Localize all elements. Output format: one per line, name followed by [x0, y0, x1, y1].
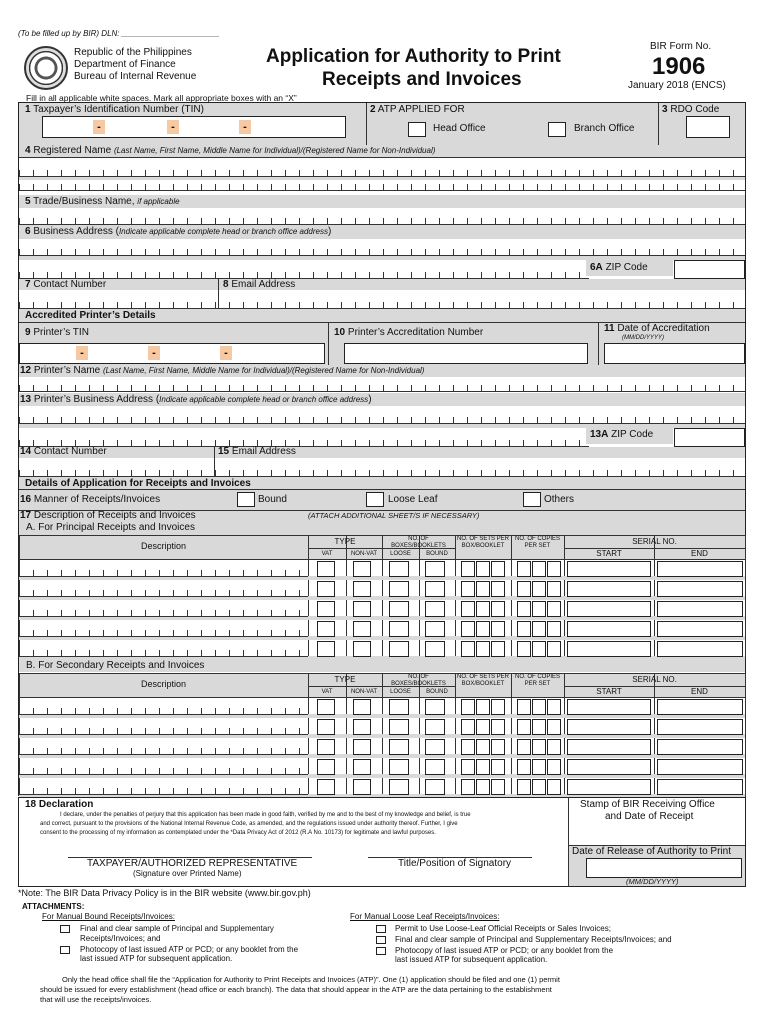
tin-dash-2: - [167, 120, 179, 134]
printer-email-input[interactable] [215, 458, 745, 476]
f18-label: 18 Declaration [25, 799, 94, 810]
f4-label: 4 Registered Name (Last Name, First Name, Middle Name for Individual)/(Registered Name for Non-Individual) [25, 145, 436, 156]
table-cell-input[interactable] [491, 621, 505, 637]
serial-end-input[interactable] [657, 601, 743, 617]
secondary-col-boxes: NO. OF BOXES/BOOKLETS [391, 674, 446, 687]
table-cell-input[interactable] [476, 561, 490, 577]
f9-label: 9 Printer’s TIN [25, 327, 89, 338]
principal-receipts-table [19, 535, 745, 659]
table-cell-input[interactable] [317, 759, 335, 775]
table-cell-input[interactable] [532, 601, 546, 617]
table-cell-input[interactable] [461, 621, 475, 637]
table-cell-input[interactable] [425, 759, 445, 775]
table-row[interactable] [19, 560, 308, 576]
table-cell-input[interactable] [517, 561, 531, 577]
printer-address-input[interactable] [19, 406, 589, 446]
f3-label: 3 RDO Code [662, 104, 720, 115]
registered-name-input[interactable] [19, 157, 745, 191]
business-address-input[interactable] [19, 239, 589, 278]
table-cell-input[interactable] [389, 581, 409, 597]
table-cell-input[interactable] [389, 719, 409, 735]
f8-label: 8 Email Address [223, 279, 296, 290]
table-row[interactable] [19, 600, 308, 616]
printer-name-input[interactable] [19, 377, 745, 391]
others-label: Others [544, 494, 575, 505]
privacy-note: *Note: The BIR Data Privacy Policy is in the BIR website (www.bir.gov.ph) [18, 888, 311, 898]
table-cell-input[interactable] [389, 739, 409, 755]
accreditation-date-input[interactable] [604, 343, 745, 364]
table-cell-input[interactable] [476, 779, 490, 795]
release-date-hint: (MM/DD/YYYY) [626, 877, 679, 886]
table-cell-input[interactable] [532, 561, 546, 577]
table-cell-input[interactable] [353, 561, 371, 577]
table-cell-input[interactable] [547, 621, 561, 637]
table-cell-input[interactable] [389, 601, 409, 617]
stamp-label-1: Stamp of BIR Receiving Office [580, 799, 715, 810]
details-section-header: Details of Application for Receipts and Invoices [25, 478, 251, 489]
f14-label: 14 Contact Number [20, 446, 107, 457]
table-cell-input[interactable] [532, 759, 546, 775]
bound-attachment-2-checkbox[interactable] [60, 946, 70, 954]
serial-end-input[interactable] [657, 759, 743, 775]
loose-attachments-title: For Manual Loose Leaf Receipts/Invoices: [350, 912, 500, 921]
table-cell-input[interactable] [389, 561, 409, 577]
agency-line1: Republic of the Philippines [74, 47, 192, 58]
bir-seal-icon [24, 46, 68, 90]
principal-col-description: Description [140, 541, 187, 551]
table-cell-input[interactable] [517, 759, 531, 775]
table-row[interactable] [19, 620, 308, 636]
f2-label: 2 ATP APPLIED FOR [370, 104, 465, 115]
loose-attachment-2: Final and clear sample of Principal and Supplementary Receipts/Invoices; and [395, 935, 672, 944]
table-cell-input[interactable] [389, 641, 409, 657]
declaration-text-1: I declare, under the penalties of perjury that this application has been made in good faith, verified by me and to the best of my knowledge and belief, is true [60, 812, 471, 818]
table-cell-input[interactable] [317, 719, 335, 735]
table-cell-input[interactable] [547, 561, 561, 577]
table-cell-input[interactable] [461, 601, 475, 617]
printer-zip-input[interactable] [674, 428, 745, 447]
table-cell-input[interactable] [353, 601, 371, 617]
bound-attachment-1b: Receipts/Invoices; and [80, 934, 161, 943]
table-cell-input[interactable] [547, 779, 561, 795]
table-cell-input[interactable] [547, 581, 561, 597]
table-cell-input[interactable] [491, 641, 505, 657]
f11-hint: (MM/DD/YYYY) [622, 335, 664, 341]
table-cell-input[interactable] [532, 719, 546, 735]
f1-label: 1 Taxpayer’s Identification Number (TIN) [25, 104, 204, 115]
f10-label: 10 Printer’s Accreditation Number [334, 327, 484, 338]
footer-line-3: that will use the receipts/invoices. [40, 995, 152, 1004]
table-cell-input[interactable] [476, 699, 490, 715]
secondary-col-loose: LOOSE [390, 689, 411, 695]
table-row[interactable] [19, 738, 308, 754]
table-cell-input[interactable] [547, 641, 561, 657]
table-cell-input[interactable] [532, 699, 546, 715]
secondary-receipts-table [19, 673, 745, 797]
table-cell-input[interactable] [476, 641, 490, 657]
principal-col-bound: BOUND [426, 551, 448, 557]
table-cell-input[interactable] [517, 601, 531, 617]
table-cell-input[interactable] [425, 719, 445, 735]
f13-label: 13 Printer’s Business Address (Indicate applicable complete head or branch office address) [20, 394, 372, 405]
declaration-text-2: and correct, pursuant to the provisions of the National Internal Revenue Code, as amended, and the regulations issued under authority thereof. Further, I give [40, 821, 458, 827]
table-cell-input[interactable] [461, 641, 475, 657]
principal-col-nonvat: NON-VAT [350, 551, 378, 557]
table-cell-input[interactable] [491, 779, 505, 795]
table-cell-input[interactable] [425, 699, 445, 715]
table-cell-input[interactable] [461, 719, 475, 735]
table-cell-input[interactable] [517, 739, 531, 755]
f6a-label: 6A ZIP Code [590, 262, 648, 273]
page-title-line1: Application for Authority to Print [266, 46, 561, 67]
branch-office-checkbox[interactable] [548, 122, 566, 137]
table-cell-input[interactable] [491, 759, 505, 775]
table-cell-input[interactable] [547, 719, 561, 735]
bound-attachment-2b: last issued ATP for subsequent application. [80, 954, 233, 963]
table-cell-input[interactable] [476, 759, 490, 775]
dln-line: (To be filled up by BIR) DLN: ______________________ [18, 29, 220, 38]
table-cell-input[interactable] [461, 581, 475, 597]
table-cell-input[interactable] [517, 719, 531, 735]
table-cell-input[interactable] [461, 739, 475, 755]
secondary-col-end: END [691, 687, 708, 696]
serial-end-input[interactable] [657, 561, 743, 577]
serial-start-input[interactable] [567, 621, 651, 637]
table-cell-input[interactable] [491, 699, 505, 715]
table-row[interactable] [19, 640, 308, 656]
footer-line-1: Only the head office shall file the “Application for Authority to Print Receipts and Invoices (ATP)”. One (1) application should be filed and one (1) permit [62, 975, 560, 984]
table-cell-input[interactable] [532, 641, 546, 657]
stamp-area [569, 824, 745, 844]
table-cell-input[interactable] [461, 561, 475, 577]
table-cell-input[interactable] [532, 581, 546, 597]
table-cell-input[interactable] [547, 759, 561, 775]
release-date-input[interactable] [586, 858, 742, 878]
table-cell-input[interactable] [425, 601, 445, 617]
secondary-col-sets: NO. OF SETS PER BOX/BOOKLET [456, 674, 509, 687]
table-cell-input[interactable] [389, 759, 409, 775]
table-cell-input[interactable] [547, 739, 561, 755]
principal-col-start: START [596, 549, 622, 558]
table-cell-input[interactable] [317, 779, 335, 795]
table-cell-input[interactable] [476, 621, 490, 637]
table-cell-input[interactable] [353, 779, 371, 795]
table-cell-input[interactable] [461, 699, 475, 715]
release-date-label: Date of Release of Authority to Print [572, 846, 731, 857]
table-cell-input[interactable] [517, 581, 531, 597]
serial-start-input[interactable] [567, 719, 651, 735]
form-number: 1906 [652, 53, 706, 80]
table-cell-input[interactable] [353, 699, 371, 715]
footer-line-2: should be issued for every establishment (head office or each branch). The data that should appear in the ATP are the data pertaining to the establishment [40, 985, 552, 994]
table-cell-input[interactable] [491, 581, 505, 597]
table-cell-input[interactable] [532, 621, 546, 637]
attachments-title: ATTACHMENTS: [22, 902, 85, 911]
form-label: BIR Form No. [650, 41, 712, 52]
f11-label: 11 Date of Accreditation [604, 323, 710, 334]
branch-office-label: Branch Office [574, 123, 635, 134]
tin-dash-3: - [239, 120, 251, 134]
page-title-line2: Receipts and Invoices [322, 69, 522, 90]
table-cell-input[interactable] [491, 739, 505, 755]
serial-start-input[interactable] [567, 699, 651, 715]
signature-label: TAXPAYER/AUTHORIZED REPRESENTATIVE [87, 858, 298, 869]
secondary-col-description: Description [140, 679, 187, 689]
head-office-label: Head Office [433, 123, 486, 134]
table-cell-input[interactable] [425, 621, 445, 637]
agency-line2: Department of Finance [74, 59, 176, 70]
loose-attachment-1: Permit to Use Loose-Leaf Official Receipts or Sales Invoices; [395, 924, 611, 933]
f7-label: 7 Contact Number [25, 279, 107, 290]
printer-tin-dash-1: - [76, 346, 88, 360]
table-cell-input[interactable] [491, 719, 505, 735]
table-cell-input[interactable] [461, 779, 475, 795]
f6-label: 6 Business Address (Indicate applicable complete head or branch office address) [25, 226, 332, 237]
printer-tin-input[interactable] [19, 343, 325, 364]
rdo-code-input[interactable] [686, 116, 730, 138]
printer-tin-dash-3: - [220, 346, 232, 360]
title-position-input[interactable] [368, 840, 532, 856]
section-a-label: A. For Principal Receipts and Invoices [26, 522, 195, 533]
serial-end-input[interactable] [657, 581, 743, 597]
table-cell-input[interactable] [425, 641, 445, 657]
signature-hint: (Signature over Printed Name) [133, 869, 242, 878]
loose-attachment-2-checkbox[interactable] [376, 936, 386, 944]
secondary-col-vat: VAT [321, 689, 333, 695]
bound-attachment-1a: Final and clear sample of Principal and Supplementary [80, 924, 274, 933]
table-cell-input[interactable] [491, 601, 505, 617]
f17-hint: (ATTACH ADDITIONAL SHEET/S IF NECESSARY) [308, 511, 480, 520]
serial-start-input[interactable] [567, 581, 651, 597]
table-cell-input[interactable] [425, 561, 445, 577]
principal-col-vat: VAT [321, 551, 333, 557]
principal-col-serial: SERIAL NO. [632, 537, 677, 546]
loose-attachment-3-checkbox[interactable] [376, 947, 386, 955]
signature-area[interactable] [68, 840, 312, 856]
table-cell-input[interactable] [532, 739, 546, 755]
table-cell-input[interactable] [389, 621, 409, 637]
table-row[interactable] [19, 698, 308, 714]
table-cell-input[interactable] [353, 621, 371, 637]
secondary-col-nonvat: NON-VAT [350, 689, 378, 695]
bound-attachment-1-checkbox[interactable] [60, 925, 70, 933]
tin-input[interactable] [42, 116, 346, 138]
table-cell-input[interactable] [317, 561, 335, 577]
table-row[interactable] [19, 718, 308, 734]
f16-label: 16 Manner of Receipts/Invoices [20, 494, 161, 505]
table-cell-input[interactable] [547, 601, 561, 617]
principal-col-copies: NO. OF COPIES PER SET [514, 536, 560, 549]
accreditation-number-input[interactable] [344, 343, 588, 364]
f15-label: 15 Email Address [218, 446, 296, 457]
principal-col-type: TYPE [334, 537, 356, 546]
serial-end-input[interactable] [657, 719, 743, 735]
tin-dash-1: - [93, 120, 105, 134]
agency-line3: Bureau of Internal Revenue [74, 71, 197, 82]
serial-start-input[interactable] [567, 561, 651, 577]
table-cell-input[interactable] [547, 699, 561, 715]
printer-tin-dash-2: - [148, 346, 160, 360]
table-cell-input[interactable] [353, 641, 371, 657]
others-checkbox[interactable] [523, 492, 541, 507]
loose-leaf-checkbox[interactable] [366, 492, 384, 507]
secondary-col-type: TYPE [334, 675, 356, 684]
table-cell-input[interactable] [317, 601, 335, 617]
secondary-col-copies: NO. OF COPIES PER SET [514, 674, 560, 687]
serial-end-input[interactable] [657, 699, 743, 715]
table-cell-input[interactable] [317, 739, 335, 755]
table-cell-input[interactable] [353, 759, 371, 775]
secondary-col-bound: BOUND [426, 689, 448, 695]
instructions: Fill in all applicable white spaces. Mark all appropriate boxes with an “X” [26, 93, 297, 103]
table-cell-input[interactable] [353, 739, 371, 755]
table-cell-input[interactable] [317, 699, 335, 715]
stamp-label-2: and Date of Receipt [605, 811, 694, 822]
serial-start-input[interactable] [567, 739, 651, 755]
serial-start-input[interactable] [567, 779, 651, 795]
serial-start-input[interactable] [567, 601, 651, 617]
table-cell-input[interactable] [461, 759, 475, 775]
serial-end-input[interactable] [657, 621, 743, 637]
principal-col-boxes: NO. OF BOXES/BOOKLETS [391, 536, 446, 549]
email-input[interactable] [219, 290, 745, 308]
title-position-label: Title/Position of Signatory [398, 858, 512, 869]
trade-name-input[interactable] [19, 208, 745, 224]
loose-leaf-label: Loose Leaf [388, 494, 438, 505]
serial-end-input[interactable] [657, 739, 743, 755]
f5-label: 5 Trade/Business Name, if applicable [25, 196, 180, 207]
table-cell-input[interactable] [517, 699, 531, 715]
f17-label: 17 Description of Receipts and Invoices [20, 510, 196, 521]
declaration-text-3: consent to the processing of my information as contemplated under the *Data Privacy Act of 2012 (R.A No. 10173) for legitimate and lawful purposes. [40, 830, 436, 836]
principal-col-sets: NO. OF SETS PER BOX/BOOKLET [456, 536, 509, 549]
loose-attachment-3b: last issued ATP for subsequent application. [395, 955, 548, 964]
table-cell-input[interactable] [389, 699, 409, 715]
f13a-label: 13A ZIP Code [590, 429, 654, 440]
printer-contact-input[interactable] [19, 458, 214, 476]
table-cell-input[interactable] [476, 581, 490, 597]
table-cell-input[interactable] [317, 641, 335, 657]
table-cell-input[interactable] [317, 581, 335, 597]
table-cell-input[interactable] [425, 779, 445, 795]
loose-attachment-1-checkbox[interactable] [376, 925, 386, 933]
zip-code-input[interactable] [674, 260, 745, 279]
principal-col-loose: LOOSE [390, 551, 411, 557]
serial-start-input[interactable] [567, 759, 651, 775]
table-cell-input[interactable] [353, 581, 371, 597]
table-cell-input[interactable] [476, 719, 490, 735]
table-cell-input[interactable] [389, 779, 409, 795]
table-cell-input[interactable] [517, 641, 531, 657]
table-cell-input[interactable] [476, 739, 490, 755]
f12-label: 12 Printer’s Name (Last Name, First Name, Middle Name for Individual)/(Registered Name for Non-Individual) [20, 365, 425, 376]
loose-attachment-3a: Photocopy of last issued ATP or PCD; or any booklet from the [395, 946, 614, 955]
bound-checkbox[interactable] [237, 492, 255, 507]
table-cell-input[interactable] [425, 581, 445, 597]
table-cell-input[interactable] [517, 621, 531, 637]
section-b-label: B. For Secondary Receipts and Invoices [26, 660, 205, 671]
serial-end-input[interactable] [657, 641, 743, 657]
table-cell-input[interactable] [491, 561, 505, 577]
bound-attachments-title: For Manual Bound Receipts/Invoices: [42, 912, 175, 921]
table-cell-input[interactable] [353, 719, 371, 735]
serial-start-input[interactable] [567, 641, 651, 657]
printer-section-header: Accredited Printer’s Details [25, 310, 156, 321]
table-cell-input[interactable] [425, 739, 445, 755]
principal-col-end: END [691, 549, 708, 558]
table-cell-input[interactable] [532, 779, 546, 795]
table-cell-input[interactable] [317, 621, 335, 637]
table-row[interactable] [19, 758, 308, 774]
table-row[interactable] [19, 778, 308, 794]
bound-attachment-2a: Photocopy of last issued ATP or PCD; or any booklet from the [80, 945, 299, 954]
table-cell-input[interactable] [476, 601, 490, 617]
serial-end-input[interactable] [657, 779, 743, 795]
head-office-checkbox[interactable] [408, 122, 426, 137]
table-row[interactable] [19, 580, 308, 596]
contact-number-input[interactable] [19, 290, 218, 308]
bound-label: Bound [258, 494, 287, 505]
table-cell-input[interactable] [517, 779, 531, 795]
secondary-col-serial: SERIAL NO. [632, 675, 677, 684]
form-version: January 2018 (ENCS) [628, 80, 726, 91]
secondary-col-start: START [596, 687, 622, 696]
